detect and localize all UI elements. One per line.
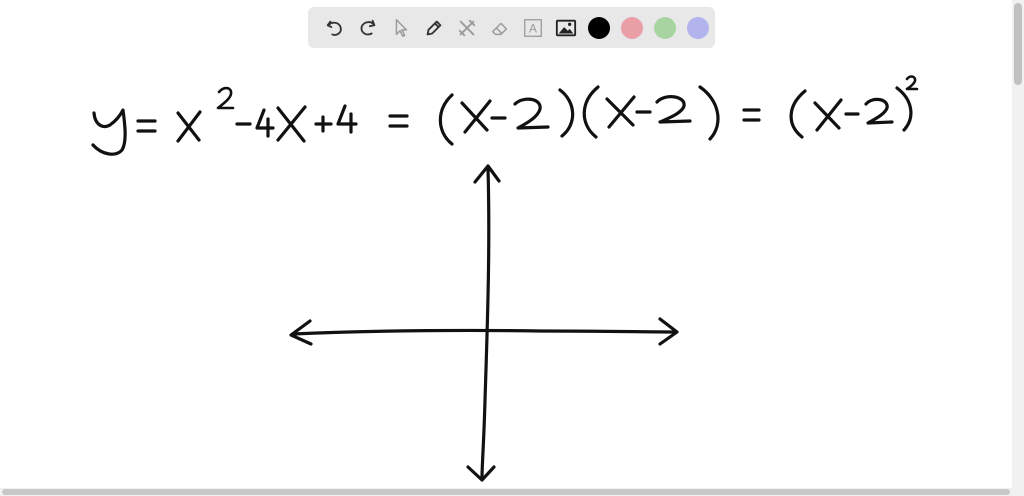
handwritten-2-2 xyxy=(657,97,690,122)
handwritten-paren-open-3 xyxy=(791,91,805,137)
handwritten-y xyxy=(93,110,125,154)
handwritten-equals-1 xyxy=(138,121,155,131)
undo-icon xyxy=(324,17,346,39)
handwritten-4-1 xyxy=(257,110,273,136)
handwritten-exponent-2 xyxy=(218,88,233,108)
handwritten-x-2 xyxy=(278,107,305,141)
color-green-button[interactable] xyxy=(648,11,681,44)
handwritten-4-2 xyxy=(338,106,356,132)
select-button[interactable] xyxy=(384,11,417,44)
y-axis xyxy=(468,166,499,480)
handwritten-exponent-2-final xyxy=(907,77,917,89)
handwritten-2-1 xyxy=(515,99,548,128)
eraser-icon xyxy=(489,17,511,39)
pen-icon xyxy=(423,17,445,39)
handwritten-x-3 xyxy=(462,101,490,132)
handwritten-x-4 xyxy=(607,97,634,127)
handwritten-equals-2 xyxy=(390,116,407,126)
color-swatch-red xyxy=(621,17,643,39)
color-red-button[interactable] xyxy=(615,11,648,44)
color-swatch-black xyxy=(588,17,610,39)
text-button[interactable] xyxy=(516,11,549,44)
x-axis xyxy=(291,319,677,344)
color-blue-button[interactable] xyxy=(681,11,714,44)
vertical-scrollbar[interactable] xyxy=(1012,0,1024,488)
tools-button[interactable] xyxy=(450,11,483,44)
handwritten-2-3 xyxy=(866,99,892,123)
text-tool-glyph: A xyxy=(528,21,537,36)
handwritten-paren-close-1 xyxy=(560,90,573,136)
handwritten-paren-close-2 xyxy=(700,87,718,139)
handwritten-equals-3 xyxy=(744,110,759,120)
redo-icon xyxy=(357,17,379,39)
eraser-button[interactable] xyxy=(483,11,516,44)
color-swatch-blue xyxy=(687,17,709,39)
text-icon xyxy=(522,17,544,39)
image-icon xyxy=(555,17,577,39)
vertical-scroll-thumb[interactable] xyxy=(1014,3,1022,85)
handwritten-paren-open-1 xyxy=(440,95,452,144)
redo-button[interactable] xyxy=(351,11,384,44)
horizontal-scroll-thumb[interactable] xyxy=(2,489,1010,495)
handwritten-x-1 xyxy=(178,112,200,141)
color-swatch-green xyxy=(654,17,676,39)
undo-button[interactable] xyxy=(318,11,351,44)
handwritten-x-5 xyxy=(815,100,841,130)
tools-icon xyxy=(456,17,478,39)
image-button[interactable] xyxy=(549,11,582,44)
handwritten-plus xyxy=(316,117,331,131)
handwritten-paren-close-3 xyxy=(897,88,911,130)
drawing-toolbar xyxy=(308,7,715,48)
pen-button[interactable] xyxy=(417,11,450,44)
handwritten-paren-open-2 xyxy=(584,87,598,137)
color-black-button[interactable] xyxy=(582,11,615,44)
pointer-icon xyxy=(390,17,412,39)
horizontal-scrollbar[interactable] xyxy=(0,488,1024,496)
